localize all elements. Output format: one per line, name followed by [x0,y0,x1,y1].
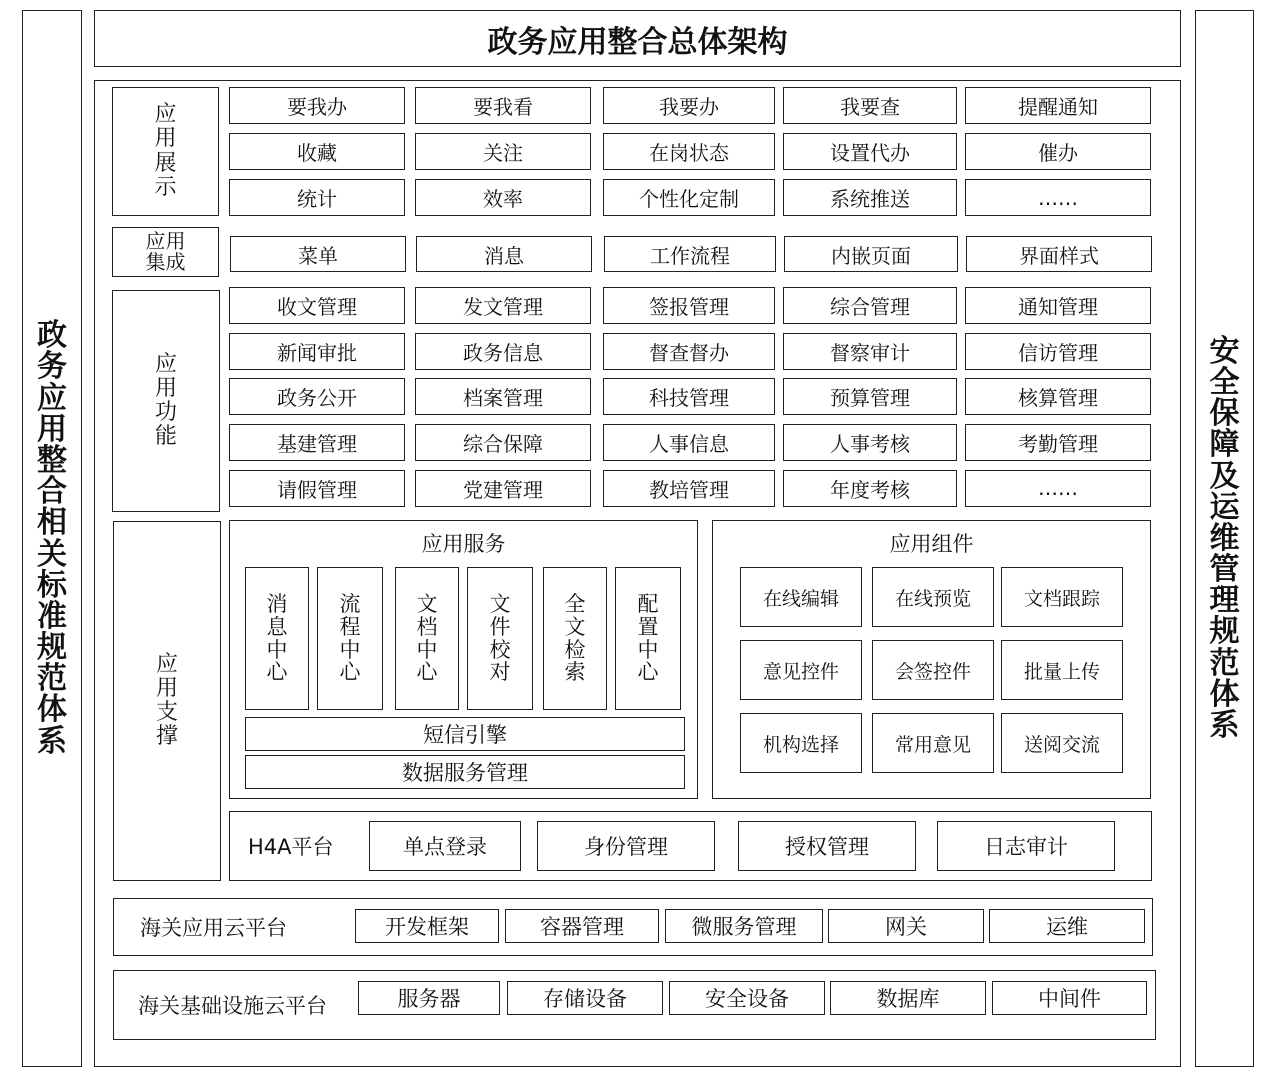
display-item: 催办 [965,133,1151,170]
infra-cloud-item: 存储设备 [507,981,663,1015]
function-item: 新闻审批 [229,333,405,370]
function-item: 政务信息 [415,333,591,370]
function-item: 预算管理 [783,378,957,415]
function-item: 党建管理 [415,470,591,507]
service-center: 流 程 中 心 [317,567,383,710]
display-item: 系统推送 [783,179,957,216]
display-item: 统计 [229,179,405,216]
function-item: 信访管理 [965,333,1151,370]
component-item: 意见控件 [740,640,862,700]
function-layer-label: 应 用 功 能 [154,351,177,450]
display-item: 效率 [415,179,591,216]
service-center: 文 档 中 心 [395,567,459,710]
support-layer-label: 应 用 支 撑 [155,651,178,750]
app-cloud-item: 开发框架 [355,909,499,943]
function-item: 教培管理 [603,470,775,507]
function-item: 请假管理 [229,470,405,507]
function-item: 年度考核 [783,470,957,507]
function-item: 督察审计 [783,333,957,370]
display-item: 要我办 [229,87,405,124]
integration-item: 工作流程 [604,236,776,272]
h4a-item: 身份管理 [537,821,715,871]
function-item: 科技管理 [603,378,775,415]
h4a-item: 日志审计 [937,821,1115,871]
app-cloud-item: 容器管理 [505,909,659,943]
service-center: 消 息 中 心 [245,567,309,710]
display-item: 我要办 [603,87,775,124]
function-item: 人事信息 [603,424,775,461]
function-item: 发文管理 [415,287,591,324]
display-item: 我要查 [783,87,957,124]
data-service-management: 数据服务管理 [245,755,685,789]
function-item: 综合保障 [415,424,591,461]
display-item: …… [965,179,1151,216]
function-item: 签报管理 [603,287,775,324]
app-cloud-label: 海关应用云平台 [140,916,287,940]
function-item: 档案管理 [415,378,591,415]
infra-cloud-item: 中间件 [992,981,1147,1015]
function-item: 人事考核 [783,424,957,461]
app-cloud-item: 网关 [828,909,984,943]
integration-layer-label: 应用 集成 [145,229,186,274]
display-item: 在岗状态 [603,133,775,170]
h4a-item: 授权管理 [738,821,916,871]
function-item: 基建管理 [229,424,405,461]
sms-engine: 短信引擎 [245,717,685,751]
service-center: 全 文 检 索 [543,567,607,710]
display-item: 关注 [415,133,591,170]
display-item: 提醒通知 [965,87,1151,124]
function-item: 核算管理 [965,378,1151,415]
component-item: 常用意见 [872,713,994,773]
function-item: …… [965,470,1151,507]
component-item: 文档跟踪 [1001,567,1123,627]
infra-cloud-item: 安全设备 [669,981,825,1015]
component-item: 在线预览 [872,567,994,627]
display-item: 收藏 [229,133,405,170]
function-item: 考勤管理 [965,424,1151,461]
function-item: 政务公开 [229,378,405,415]
app-cloud-item: 微服务管理 [665,909,823,943]
function-item: 通知管理 [965,287,1151,324]
service-center: 文 件 校 对 [467,567,533,710]
left-standards-title: 政 务 应 用 整 合 相 关 标 准 规 范 体 系 [37,318,67,759]
app-cloud-item: 运维 [989,909,1145,943]
display-item: 要我看 [415,87,591,124]
service-center: 配 置 中 心 [615,567,681,710]
diagram-title: 政务应用整合总体架构 [94,10,1181,67]
display-item: 个性化定制 [603,179,775,216]
right-security-title: 安 全 保 障 及 运 维 管 理 规 范 体 系 [1209,333,1240,744]
infra-cloud-item: 数据库 [830,981,986,1015]
component-item: 批量上传 [1001,640,1123,700]
function-item: 综合管理 [783,287,957,324]
component-item: 在线编辑 [740,567,862,627]
h4a-item: 单点登录 [369,821,521,871]
integration-item: 界面样式 [966,236,1152,272]
function-item: 收文管理 [229,287,405,324]
infra-cloud-item: 服务器 [358,981,500,1015]
integration-item: 菜单 [230,236,406,272]
display-item: 设置代办 [783,133,957,170]
display-layer-label: 应 用 展 示 [154,102,177,200]
h4a-platform-label: H4A平台 [248,835,334,859]
component-item: 会签控件 [872,640,994,700]
function-item: 督查督办 [603,333,775,370]
integration-item: 内嵌页面 [784,236,958,272]
app-services-title: 应用服务 [421,532,506,556]
integration-item: 消息 [416,236,592,272]
component-item: 送阅交流 [1001,713,1123,773]
app-components-title: 应用组件 [889,532,974,556]
component-item: 机构选择 [740,713,862,773]
infra-cloud-label: 海关基础设施云平台 [138,994,327,1018]
